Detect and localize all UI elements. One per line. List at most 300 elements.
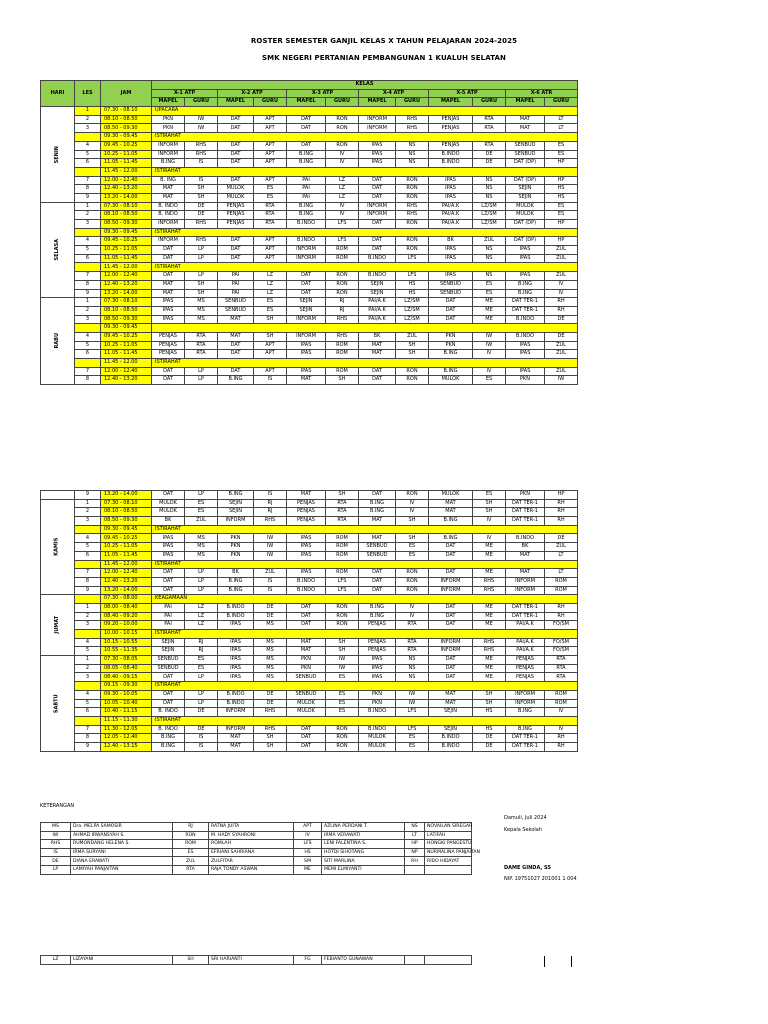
mapel-cell: DAT xyxy=(429,621,473,630)
les-cell: 5 xyxy=(75,341,101,350)
mapel-cell: DAT (DP) xyxy=(506,220,545,229)
guru-cell: HP xyxy=(545,176,578,185)
guru-cell: ZUL xyxy=(185,517,218,526)
legend-name: AHMAD IRWANSYAH S. xyxy=(71,831,173,840)
legend-code: ROM xyxy=(173,840,209,849)
guru-cell: APT xyxy=(254,124,287,133)
guru-cell: LP xyxy=(185,577,218,586)
mapel-cell: PAI xyxy=(218,272,254,281)
mapel-cell: INFORM xyxy=(359,124,396,133)
mapel-cell: IPAS xyxy=(218,664,254,673)
guru-cell: ES xyxy=(185,664,218,673)
mapel-cell: INFORM xyxy=(429,586,473,595)
mapel-cell: DAT xyxy=(287,124,326,133)
jam-cell: 08.40 - 09.15 xyxy=(101,673,152,682)
schedule-row xyxy=(41,560,578,569)
les-cell: 6 xyxy=(75,551,101,560)
schedule-row xyxy=(41,569,578,578)
mapel-cell: DAT xyxy=(287,734,326,743)
mapel-cell: INFORM xyxy=(359,115,396,124)
guru-cell: HS xyxy=(545,193,578,202)
guru-cell: RHS xyxy=(473,638,506,647)
schedule-row xyxy=(41,254,578,263)
guru-cell: IW xyxy=(545,376,578,385)
break-cell: ISTIRAHAT xyxy=(152,167,578,176)
guru-cell: ES xyxy=(254,306,287,315)
schedule-row xyxy=(41,150,578,159)
mapel-cell: B.INĞ xyxy=(218,491,254,500)
guru-cell: RHS xyxy=(473,577,506,586)
jam-cell: 13.20 - 14.00 xyxy=(101,491,152,500)
guru-header: GURU xyxy=(185,98,218,107)
mapel-cell: DAT xyxy=(152,491,185,500)
schedule-row xyxy=(41,280,578,289)
schedule-row xyxy=(41,586,578,595)
mapel-cell: PAI/A.K xyxy=(506,621,545,630)
guru-cell: ZUL xyxy=(545,272,578,281)
mapel-header: MAPEL xyxy=(359,98,396,107)
guru-cell: IW xyxy=(254,543,287,552)
mapel-cell: B.INĞ xyxy=(429,350,473,359)
mapel-cell: IPAS xyxy=(506,246,545,255)
page-title: ROSTER SEMESTER GANJIL KELAS X TAHUN PELAJARAN 2024-2025 xyxy=(250,37,518,45)
guru-cell: IS xyxy=(185,742,218,751)
jam-cell: 09.30 - 09.45 xyxy=(101,324,152,333)
jam-cell: 13.20 - 14.00 xyxy=(101,193,152,202)
guru-cell: SH xyxy=(185,289,218,298)
guru-cell: RON xyxy=(326,115,359,124)
mapel-cell: DAT xyxy=(429,315,473,324)
schedule-row xyxy=(41,141,578,150)
mapel-cell: MULOK xyxy=(506,211,545,220)
guru-cell: RTA xyxy=(254,202,287,211)
les-cell xyxy=(75,716,101,725)
guru-cell: LZ xyxy=(185,621,218,630)
guru-cell: ES xyxy=(545,141,578,150)
guru-cell: APT xyxy=(254,246,287,255)
guru-cell: LZ/SM xyxy=(473,220,506,229)
schedule-row xyxy=(41,517,578,526)
guru-cell: RTA xyxy=(185,350,218,359)
mapel-cell: PAI xyxy=(218,289,254,298)
mapel-cell: B.INDO xyxy=(218,603,254,612)
guru-cell: IS xyxy=(185,734,218,743)
mapel-cell: PAI/A.K xyxy=(506,647,545,656)
guru-cell: RHS xyxy=(396,115,429,124)
mapel-cell: DAT (DP) xyxy=(506,176,545,185)
legend-code xyxy=(405,865,425,874)
mapel-cell: B.INDO xyxy=(218,699,254,708)
day-cell xyxy=(41,202,75,298)
les-cell: 8 xyxy=(75,376,101,385)
mapel-cell: MAT xyxy=(218,332,254,341)
guru-cell: HP xyxy=(545,159,578,168)
mapel-cell: PENJAS xyxy=(359,638,396,647)
jam-cell: 11.45 - 12.00 xyxy=(101,263,152,272)
jam-cell: 10.05 - 10.40 xyxy=(101,699,152,708)
guru-cell: ZUL xyxy=(545,367,578,376)
mapel-cell: SENBUD xyxy=(506,150,545,159)
guru-cell: HS xyxy=(545,185,578,194)
guru-cell: LP xyxy=(185,690,218,699)
guru-cell: RH xyxy=(545,734,578,743)
mapel-cell: INFORM xyxy=(218,517,254,526)
guru-cell: ES xyxy=(545,202,578,211)
jam-header: JAM xyxy=(101,81,152,107)
guru-cell: NS xyxy=(473,246,506,255)
mapel-cell: SENBUD xyxy=(506,141,545,150)
guru-cell: DE xyxy=(473,742,506,751)
mapel-cell: INFORM xyxy=(287,315,326,324)
schedule-row xyxy=(41,332,578,341)
guru-cell: RON xyxy=(326,734,359,743)
mapel-cell: INFORM xyxy=(287,254,326,263)
guru-cell: NS xyxy=(396,141,429,150)
schedule-row xyxy=(41,508,578,517)
legend-name: ZULFITAR xyxy=(209,857,294,866)
guru-cell: RON xyxy=(396,577,429,586)
legend-code: RON xyxy=(173,831,209,840)
mapel-cell: MAT xyxy=(287,491,326,500)
mapel-cell: DAT xyxy=(152,367,185,376)
mapel-cell: B.INĞ xyxy=(287,211,326,220)
guru-cell: RTA xyxy=(254,211,287,220)
mapel-cell: DAT TER-1 xyxy=(506,734,545,743)
mapel-cell: IPAS xyxy=(506,367,545,376)
day-cell xyxy=(41,595,75,656)
mapel-cell: IPAS xyxy=(359,673,396,682)
guru-header: GURU xyxy=(473,98,506,107)
les-cell xyxy=(75,560,101,569)
guru-cell: ROM xyxy=(326,367,359,376)
mapel-cell: PKN xyxy=(506,376,545,385)
mapel-cell: B.INĞ xyxy=(152,734,185,743)
guru-cell: NS xyxy=(473,272,506,281)
les-cell xyxy=(75,359,101,368)
guru-cell: SH xyxy=(396,517,429,526)
mapel-cell: B.INĞ xyxy=(152,742,185,751)
guru-cell: RTA xyxy=(473,115,506,124)
schedule-row xyxy=(41,359,578,368)
guru-cell: RTA xyxy=(545,673,578,682)
guru-cell: LT xyxy=(545,115,578,124)
jam-cell: 08.50 - 09.30 xyxy=(101,517,152,526)
guru-cell: LP xyxy=(185,699,218,708)
school-name: SMK NEGERI PERTANIAN PEMBANGUNAN 1 KUALUH SELATAN xyxy=(261,54,507,62)
mapel-cell: MULOK xyxy=(218,185,254,194)
teacher-legend xyxy=(40,822,480,875)
guru-cell: ES xyxy=(185,499,218,508)
legend-code xyxy=(405,956,425,965)
mapel-cell: SEJIN xyxy=(506,193,545,202)
mapel-cell: MULOK xyxy=(287,708,326,717)
guru-cell: ROM xyxy=(326,341,359,350)
guru-cell: SH xyxy=(185,193,218,202)
mapel-cell: MAT xyxy=(152,193,185,202)
jam-cell: 12.00 - 12.40 xyxy=(101,272,152,281)
break-cell: ISTIRAHAT xyxy=(152,682,578,691)
mapel-cell: IPAS xyxy=(359,150,396,159)
mapel-cell: B.INDO xyxy=(359,725,396,734)
guru-cell: IV xyxy=(545,725,578,734)
mapel-cell: IPAS xyxy=(218,673,254,682)
mapel-cell: IPAS xyxy=(287,367,326,376)
les-cell: 4 xyxy=(75,690,101,699)
guru-cell: SH xyxy=(254,734,287,743)
mapel-cell: PENJAS xyxy=(218,211,254,220)
jam-cell: 11.30 - 12.05 xyxy=(101,725,152,734)
legend-name: LAMIYAH PANJAITAN xyxy=(71,865,173,874)
schedule-row xyxy=(41,603,578,612)
guru-cell: ES xyxy=(396,551,429,560)
guru-cell: RHS xyxy=(254,517,287,526)
legend-name xyxy=(425,956,472,965)
mapel-header: MAPEL xyxy=(218,98,254,107)
mapel-cell: PENJAS xyxy=(359,621,396,630)
mapel-cell: SEJIN xyxy=(152,647,185,656)
guru-header: GURU xyxy=(326,98,359,107)
les-cell: 1 xyxy=(75,603,101,612)
mapel-cell: IPAS xyxy=(429,185,473,194)
legend-code: LFS xyxy=(294,840,322,849)
guru-cell: MS xyxy=(185,534,218,543)
les-cell: 9 xyxy=(75,491,101,500)
break-cell: ISTIRAHAT xyxy=(152,263,578,272)
les-cell xyxy=(75,263,101,272)
mapel-cell: IPAS xyxy=(429,272,473,281)
mapel-cell: IPAS xyxy=(218,638,254,647)
guru-cell: RJ xyxy=(326,306,359,315)
mapel-cell: B.INĞ xyxy=(359,508,396,517)
mapel-cell: MAT xyxy=(506,124,545,133)
jam-cell: 09.45 - 10.25 xyxy=(101,141,152,150)
les-cell: 1 xyxy=(75,298,101,307)
mapel-cell: SENBUD xyxy=(287,690,326,699)
teacher-legend-2 xyxy=(40,955,472,965)
mapel-cell: PKN xyxy=(429,341,473,350)
legend-name: SITI MARLINA xyxy=(322,857,405,866)
jam-cell: 10.00 - 10.15 xyxy=(101,630,152,639)
schedule-row xyxy=(41,621,578,630)
legend-name: HOTDI SIHOTANG xyxy=(322,848,405,857)
guru-cell: LP xyxy=(185,254,218,263)
guru-cell: MS xyxy=(254,656,287,665)
guru-cell: DE xyxy=(545,315,578,324)
mapel-cell: B. INĞ xyxy=(152,176,185,185)
day-cell xyxy=(41,107,75,203)
guru-cell: IV xyxy=(545,280,578,289)
mapel-cell: PAI xyxy=(287,193,326,202)
guru-cell: ZUL xyxy=(545,543,578,552)
guru-cell: IV xyxy=(473,517,506,526)
guru-cell: LT xyxy=(545,124,578,133)
schedule-row xyxy=(41,742,578,751)
mapel-cell: INFORM xyxy=(287,246,326,255)
mapel-cell: B. INDO xyxy=(152,202,185,211)
mapel-cell: SENBUD xyxy=(359,551,396,560)
mapel-cell: SEJIN xyxy=(429,725,473,734)
mapel-cell: PENJAS xyxy=(429,141,473,150)
les-cell: 4 xyxy=(75,534,101,543)
guru-cell: IV xyxy=(326,150,359,159)
guru-cell: ES xyxy=(185,508,218,517)
guru-cell: APT xyxy=(254,115,287,124)
guru-cell: DE xyxy=(254,699,287,708)
mapel-cell: DAT xyxy=(218,350,254,359)
jam-cell: 08.40 - 09.20 xyxy=(101,612,152,621)
guru-cell: ZUL xyxy=(545,254,578,263)
schedule-row xyxy=(41,491,578,500)
mapel-cell: B.INDO xyxy=(506,315,545,324)
mapel-cell: IPAS xyxy=(359,159,396,168)
break-cell: ISTIRAHAT xyxy=(152,716,578,725)
guru-cell: DE xyxy=(185,202,218,211)
jam-cell: 07.30 - 08.05 xyxy=(101,656,152,665)
break-cell: ISTIRAHAT xyxy=(152,525,578,534)
guru-cell: SH xyxy=(254,315,287,324)
mapel-cell: PAI/A.K xyxy=(429,220,473,229)
mapel-cell: IPAS xyxy=(152,551,185,560)
day-label: SENIN xyxy=(53,145,60,163)
mapel-cell: SENBUD xyxy=(287,673,326,682)
jam-cell: 08.10 - 08.50 xyxy=(101,211,152,220)
les-header: LES xyxy=(75,81,101,107)
guru-cell: SH xyxy=(185,280,218,289)
mapel-cell: DAT xyxy=(287,115,326,124)
guru-cell: ES xyxy=(396,742,429,751)
guru-cell: ME xyxy=(473,298,506,307)
page-mark xyxy=(544,956,545,967)
mapel-cell: DAT xyxy=(218,115,254,124)
mapel-cell: MAT xyxy=(287,376,326,385)
guru-cell: ROM xyxy=(326,569,359,578)
mapel-cell: SEJIN xyxy=(152,638,185,647)
schedule-row xyxy=(41,315,578,324)
mapel-cell: DAT xyxy=(152,690,185,699)
guru-cell: NS xyxy=(396,150,429,159)
guru-cell: RH xyxy=(545,508,578,517)
schedule-row xyxy=(41,263,578,272)
mapel-cell: B.INDO xyxy=(429,734,473,743)
guru-cell: ME xyxy=(473,603,506,612)
schedule-row xyxy=(41,159,578,168)
mapel-cell: MAT xyxy=(359,350,396,359)
mapel-cell: SEJIN xyxy=(359,289,396,298)
guru-cell: SH xyxy=(326,491,359,500)
guru-cell: RJ xyxy=(326,298,359,307)
guru-cell: NS xyxy=(473,254,506,263)
legend-name: RAJA TONDY ASWAN xyxy=(209,865,294,874)
mapel-cell: PKN xyxy=(152,124,185,133)
les-cell: 2 xyxy=(75,612,101,621)
jam-cell: 08.05 - 08.40 xyxy=(101,664,152,673)
mapel-cell: PAI xyxy=(287,176,326,185)
guru-cell: LP xyxy=(185,569,218,578)
guru-cell: ES xyxy=(254,298,287,307)
legend-code: MS xyxy=(41,823,71,832)
mapel-cell: DAT xyxy=(152,246,185,255)
mapel-cell: IPAS xyxy=(287,341,326,350)
les-cell xyxy=(75,133,101,142)
break-cell: ISTIRAHAT xyxy=(152,133,578,142)
mapel-cell: PAI xyxy=(152,603,185,612)
mapel-cell: IPAS xyxy=(287,350,326,359)
guru-cell: FO/SM xyxy=(545,638,578,647)
les-cell: 2 xyxy=(75,508,101,517)
jam-cell: 07.30 - 08.10 xyxy=(101,202,152,211)
jam-cell: 09.45 - 10.25 xyxy=(101,237,152,246)
les-cell: 6 xyxy=(75,708,101,717)
mapel-cell: DAT xyxy=(359,577,396,586)
legend-name: NOVAILAN SIREGAR xyxy=(425,823,472,832)
legend-code: ZUL xyxy=(173,857,209,866)
mapel-cell: IPAS xyxy=(218,656,254,665)
guru-cell: ME xyxy=(473,621,506,630)
les-cell: 4 xyxy=(75,332,101,341)
mapel-cell: DAT TER-1 xyxy=(506,742,545,751)
mapel-cell: B.INDO xyxy=(287,220,326,229)
mapel-cell: MAT xyxy=(218,742,254,751)
jam-cell: 09.45 - 10.25 xyxy=(101,534,152,543)
guru-cell: LZ xyxy=(254,280,287,289)
guru-cell: RON xyxy=(326,124,359,133)
mapel-cell: SEJIN xyxy=(506,185,545,194)
schedule-row xyxy=(41,115,578,124)
mapel-cell: PKN xyxy=(429,332,473,341)
jam-cell: 08.00 - 08.40 xyxy=(101,603,152,612)
schedule-row xyxy=(41,525,578,534)
guru-cell: RON xyxy=(326,141,359,150)
jam-cell: 11.05 - 11.45 xyxy=(101,254,152,263)
mapel-cell: DAT xyxy=(429,603,473,612)
jam-cell: 10.40 - 11.15 xyxy=(101,708,152,717)
mapel-cell: DAT xyxy=(287,742,326,751)
mapel-cell: DAT xyxy=(152,254,185,263)
jam-cell: 12.40 - 13.20 xyxy=(101,280,152,289)
class-header: X-2 ATP xyxy=(218,89,287,98)
mapel-cell: DAT xyxy=(359,376,396,385)
legend-name: EFRIANI SAHRIANA xyxy=(209,848,294,857)
legend-row xyxy=(41,865,472,874)
guru-cell: LT xyxy=(545,569,578,578)
guru-cell: MS xyxy=(254,673,287,682)
mapel-cell: B.INĞ xyxy=(359,612,396,621)
jam-cell: 09.30 - 09.45 xyxy=(101,228,152,237)
guru-cell: HP xyxy=(545,220,578,229)
mapel-cell: IPAS xyxy=(287,569,326,578)
guru-cell: ES xyxy=(545,150,578,159)
mapel-cell: DAT xyxy=(287,725,326,734)
mapel-cell: B.INDO xyxy=(429,742,473,751)
guru-cell: DE xyxy=(545,534,578,543)
mapel-cell: IPAS xyxy=(429,246,473,255)
mapel-cell: DAT xyxy=(218,237,254,246)
legend-code: RJ xyxy=(173,823,209,832)
les-cell: 9 xyxy=(75,586,101,595)
jam-cell: 09.45 - 10.25 xyxy=(101,332,152,341)
guru-cell: ES xyxy=(473,491,506,500)
legend-name: RIDO HIDAYAT xyxy=(425,857,472,866)
legend-code: LZ xyxy=(41,956,71,965)
mapel-cell: INFORM xyxy=(359,202,396,211)
guru-cell: ES xyxy=(396,543,429,552)
mapel-cell: INFORM xyxy=(218,708,254,717)
guru-cell: FO/SM xyxy=(545,647,578,656)
mapel-cell: MAT xyxy=(218,315,254,324)
mapel-cell: B.INĞ xyxy=(506,725,545,734)
break-cell: ISTIRAHAT xyxy=(152,560,578,569)
les-cell: 7 xyxy=(75,176,101,185)
